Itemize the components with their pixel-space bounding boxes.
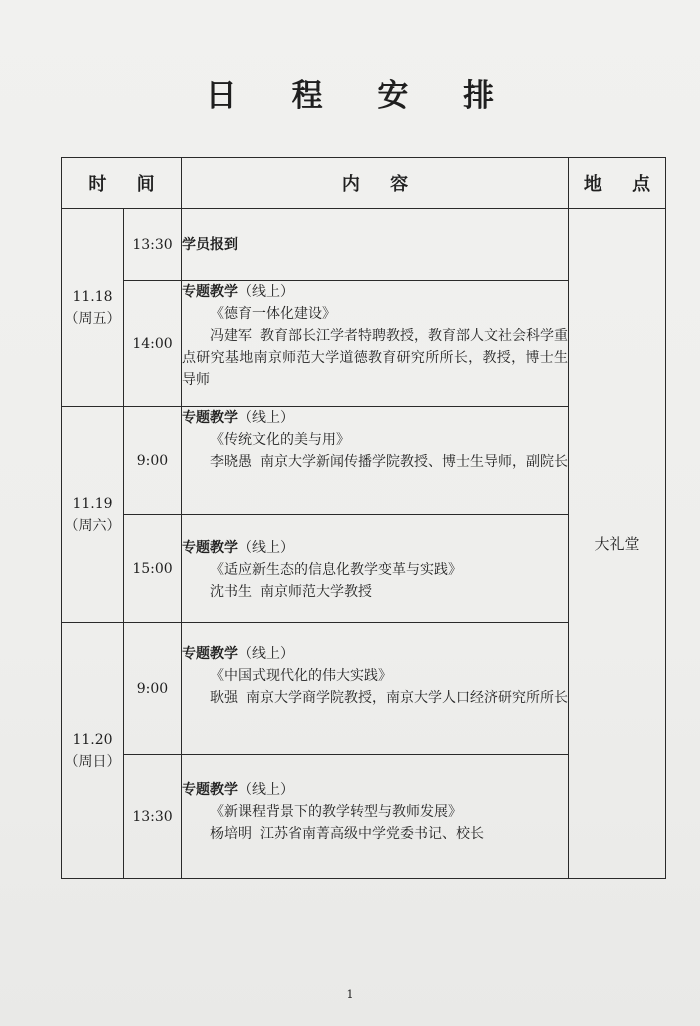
time-cell: 13:30: [124, 209, 182, 281]
session-category: 专题教学: [182, 646, 238, 662]
content-cell: [182, 209, 569, 281]
session-category-note: （线上）: [238, 410, 294, 426]
speaker-info: 教育部长江学者特聘教授，教育部人文社会科学重点研究基地南京师范大学道德教育研究所所长，教授，博士生导师: [182, 328, 568, 388]
session-category-note: （线上）: [238, 540, 294, 556]
place-cell: 大礼堂: [569, 209, 666, 879]
session-category-note: （线上）: [238, 284, 294, 300]
time-cell: 14:00: [124, 281, 182, 407]
schedule-table: [61, 157, 666, 879]
header-place: 地 点: [569, 158, 666, 209]
time-cell: 9:00: [124, 623, 182, 755]
session-category: 专题教学: [182, 540, 238, 556]
date-cell: [62, 407, 124, 623]
session-topic: 《传统文化的美与用》: [210, 432, 350, 448]
page-number: 1: [346, 988, 354, 1001]
session-speaker-block: [182, 581, 568, 603]
date: 11.18: [72, 288, 113, 305]
header-time: 时 间: [62, 158, 182, 209]
session-topic: 《中国式现代化的伟大实践》: [210, 668, 392, 684]
speaker-info: 南京师范大学教授: [260, 584, 372, 600]
content-cell: [182, 407, 569, 515]
page-title: 日 程 安 排: [205, 78, 517, 114]
table-row: [62, 209, 666, 281]
date: 11.20: [72, 731, 113, 748]
weekday: （周六）: [64, 517, 121, 534]
session-speaker-block: [182, 325, 568, 391]
content-cell: [182, 281, 569, 407]
speaker-info: 江苏省南菁高级中学党委书记、校长: [260, 826, 484, 842]
date: 11.19: [72, 495, 113, 512]
session-speaker-block: [182, 451, 568, 473]
content-cell: [182, 623, 569, 755]
speaker-name: 冯建军: [210, 328, 252, 344]
time-cell: 13:30: [124, 755, 182, 879]
header-row: [62, 158, 666, 209]
speaker-name: 杨培明: [210, 826, 252, 842]
session-topic: 《适应新生态的信息化教学变革与实践》: [210, 562, 462, 578]
speaker-name: 李晓愚: [210, 454, 252, 470]
time-cell: 15:00: [124, 515, 182, 623]
speaker-info: 南京大学商学院教授，南京大学人口经济研究所所长: [246, 690, 568, 706]
date-cell: [62, 209, 124, 407]
session-topic: 《新课程背景下的教学转型与教师发展》: [210, 804, 462, 820]
session-category-note: （线上）: [238, 646, 294, 662]
registration-text: 学员报到: [182, 236, 238, 253]
date-cell: [62, 623, 124, 879]
content-cell: [182, 515, 569, 623]
weekday: （周日）: [64, 753, 121, 770]
session-topic: 《德育一体化建设》: [210, 306, 336, 322]
content-cell: [182, 755, 569, 879]
session-speaker-block: [182, 823, 568, 845]
session-category: 专题教学: [182, 410, 238, 426]
speaker-info: 南京大学新闻传播学院教授、博士生导师，副院长: [260, 454, 568, 470]
header-content: 内 容: [182, 158, 569, 209]
session-category: 专题教学: [182, 782, 238, 798]
weekday: （周五）: [64, 310, 121, 327]
time-cell: 9:00: [124, 407, 182, 515]
speaker-name: 沈书生: [210, 584, 252, 600]
session-category: 专题教学: [182, 284, 238, 300]
session-category-note: （线上）: [238, 782, 294, 798]
session-speaker-block: [182, 687, 568, 709]
speaker-name: 耿强: [210, 690, 238, 706]
